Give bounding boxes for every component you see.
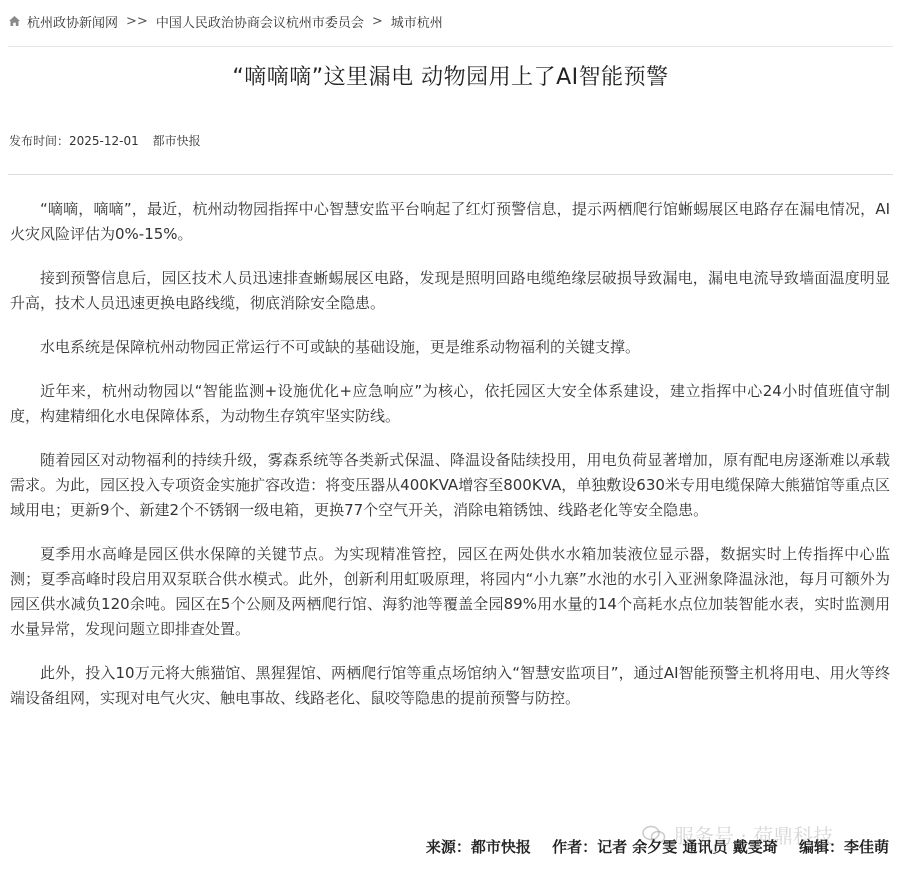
meta-divider — [8, 174, 893, 175]
article-paragraph: 近年来，杭州动物园以“智能监测+设施优化+应急响应”为核心，依托园区大安全体系建设，建立指挥中心24小时值班值守制度，构建精细化水电保障体系，为动物生存筑牢坚实防线。 — [10, 382, 890, 425]
publish-time: 发布时间：2025-12-01 — [9, 134, 139, 148]
breadcrumb — [8, 10, 893, 32]
article-body — [10, 197, 890, 730]
article-paragraph: 此外，投入10万元将大熊猫馆、黑猩猩馆、两栖爬行馆等重点场馆纳入“智慧安监项目”，通过AI智能预警主机将用电、用火等终端设备组网，实现对电气火灾、触电事故、线路老化、鼠咬等隐患的提前预警与防控。 — [10, 664, 890, 707]
article-paragraph: “嘀嘀，嘀嘀”，最近，杭州动物园指挥中心智慧安监平台响起了红灯预警信息，提示两栖爬行馆蜥蜴展区电路存在漏电情况，AI火灾风险评估为0%-15%。 — [10, 200, 890, 243]
article-paragraph: 接到预警信息后，园区技术人员迅速排查蜥蜴展区电路，发现是照明回路电缆绝缘层破损导致漏电，漏电电流导致墙面温度明显升高，技术人员迅速更换电路线缆，彻底消除安全隐患。 — [10, 269, 890, 312]
breadcrumb-separator: >> — [126, 13, 148, 29]
article-paragraph: 夏季用水高峰是园区供水保障的关键节点。为实现精准管控，园区在两处供水水箱加装液位显示器，数据实时上传指挥中心监测；夏季高峰时段启用双泵联合供水模式。此外，创新利用虹吸原理，将园内“小九寨”水池的水引入亚洲象降温泳池，每月可额外为园区供水减负120余吨。园区在5个公厕及两栖爬行馆、海豹池等覆盖全园89%用水量的14个高耗水点位加装智能水表，实时监测用水量异常，发现问题立即排查处置。 — [10, 545, 890, 638]
article-meta — [9, 132, 201, 149]
breadcrumb-link-committee[interactable]: 中国人民政治协商会议杭州市委员会 — [155, 15, 364, 31]
breadcrumb-link-home[interactable]: 杭州政协新闻网 — [27, 15, 119, 31]
article-paragraph: 水电系统是保障杭州动物园正常运行不可或缺的基础设施，更是维系动物福利的关键支撑。 — [40, 338, 641, 356]
article-paragraph: 随着园区对动物福利的持续升级，雾森系统等各类新式保温、降温设备陆续投用，用电负荷显著增加，原有配电房逐渐难以承载需求。为此，园区投入专项资金实施扩容改造：将变压器从400KVA增容至800KVA，单独敷设630米专用电缆保障大熊猫馆等重点区域用电；更新9个、新建2个不锈钢一级电箱，更换77个空气开关，消除电箱锈蚀、线路老化等安全隐患。 — [10, 451, 890, 519]
article-footer — [410, 836, 889, 857]
footer-source: 来源：都市快报 — [425, 838, 531, 856]
article-title: “嘀嘀嘀”这里漏电 动物园用上了AI智能预警 — [232, 65, 669, 90]
footer-author: 作者：记者 余夕雯 通讯员 戴雯琦 — [552, 838, 778, 856]
breadcrumb-separator: > — [371, 13, 383, 29]
header-divider — [8, 46, 893, 47]
breadcrumb-link-city[interactable]: 城市杭州 — [390, 15, 443, 31]
home-icon[interactable] — [8, 15, 21, 27]
footer-editor: 编辑：李佳萌 — [798, 838, 889, 856]
watermark-text: 服务号 · 荷鼎科技 — [674, 824, 834, 848]
publish-source: 都市快报 — [152, 134, 201, 148]
